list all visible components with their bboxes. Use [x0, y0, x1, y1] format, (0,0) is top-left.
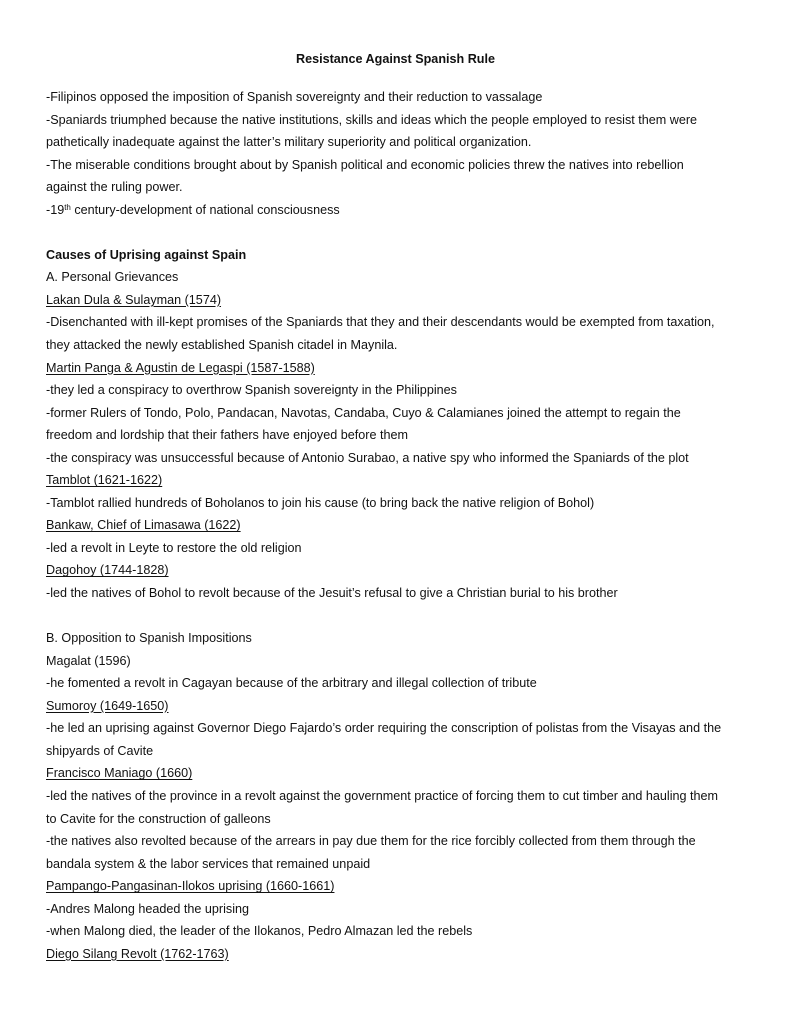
- entry-title-text: Martin Panga & Agustin de Legaspi (1587-1588): [46, 360, 315, 375]
- entry-title-martin-panga: [46, 357, 756, 380]
- entry-title-text: Dagohoy (1744-1828): [46, 563, 169, 578]
- century-superscript: th: [64, 202, 71, 212]
- spacer: [46, 221, 756, 244]
- entry-detail: -Andres Malong headed the uprising: [46, 901, 250, 916]
- section-heading-causes: Causes of Uprising against Spain: [46, 247, 247, 262]
- entry-title-maniago: [46, 762, 756, 785]
- entry-detail-continued: bandala system & the labor services that remained unpaid: [46, 856, 371, 871]
- entry-detail: -he fomented a revolt in Cagayan because of the arbitrary and illegal collection of tribute: [46, 676, 537, 691]
- entry-detail: -former Rulers of Tondo, Polo, Pandacan, Navotas, Candaba, Cuyo & Calamianes joined the attempt to regain the: [46, 405, 681, 420]
- entry-title-text: Tamblot (1621-1622): [46, 473, 163, 488]
- intro-paragraph-continued: pathetically inadequate against the latter’s military superiority and political organization.: [46, 135, 532, 150]
- entry-detail: -the natives also revolted because of the arrears in pay due them for the rice forcibly collected from them through the: [46, 834, 696, 849]
- entry-detail: -they led a conspiracy to overthrow Spanish sovereignty in the Philippines: [46, 383, 457, 398]
- entry-detail: -Tamblot rallied hundreds of Boholanos to join his cause (to bring back the native religion of Bohol): [46, 495, 595, 510]
- entry-detail: -led the natives of the province in a revolt against the government practice of forcing them to cut timber and hauling them: [46, 788, 719, 803]
- entry-detail: -he led an uprising against Governor Diego Fajardo’s order requiring the conscription of polistas from the Visayas and the: [46, 721, 722, 736]
- entry-title-dagohoy: [46, 559, 756, 582]
- entry-title-diego-silang: [46, 943, 756, 966]
- intro-paragraph: -Filipinos opposed the imposition of Spanish sovereignty and their reduction to vassalage: [46, 90, 543, 104]
- subsection-heading-personal-grievances: A. Personal Grievances: [46, 270, 179, 285]
- entry-detail: -led the natives of Bohol to revolt because of the Jesuit’s refusal to give a Christian burial to his brother: [46, 586, 618, 601]
- intro-paragraph: -Spaniards triumphed because the native institutions, skills and ideas which the people employed to resist them were: [46, 112, 698, 127]
- entry-detail: -Disenchanted with ill-kept promises of the Spaniards that they and their descendants would be exempted from taxation,: [46, 315, 715, 330]
- entry-title-text: Bankaw, Chief of Limasawa (1622): [46, 518, 241, 533]
- entry-detail: -the conspiracy was unsuccessful because of Antonio Surabao, a native spy who informed the Spaniards of the plot: [46, 450, 689, 465]
- document-title: Resistance Against Spanish Rule: [296, 52, 495, 66]
- spacer: [46, 605, 756, 628]
- entry-title-sumoroy: [46, 695, 756, 718]
- document-body: [46, 86, 756, 965]
- entry-title-text: Pampango-Pangasinan-Ilokos uprising (1660-1661): [46, 879, 335, 894]
- entry-detail-continued: shipyards of Cavite: [46, 743, 154, 758]
- century-text: century-development of national consciousness: [70, 202, 340, 217]
- entry-title-magalat: Magalat (1596): [46, 653, 131, 668]
- intro-paragraph: [46, 199, 756, 222]
- entry-detail-continued: freedom and lordship that their fathers have enjoyed before them: [46, 428, 408, 443]
- entry-title-text: Diego Silang Revolt (1762-1763): [46, 946, 229, 961]
- entry-detail: -when Malong died, the leader of the Ilokanos, Pedro Almazan led the rebels: [46, 924, 473, 939]
- entry-title-lakan-dula: [46, 289, 756, 312]
- entry-detail-continued: to Cavite for the construction of galleons: [46, 811, 271, 826]
- entry-title-text: Sumoroy (1649-1650): [46, 698, 169, 713]
- entry-title-text: Francisco Maniago (1660): [46, 766, 193, 781]
- intro-paragraph-continued: against the ruling power.: [46, 180, 183, 195]
- entry-title-pampango-uprising: [46, 875, 756, 898]
- entry-title-bankaw: [46, 514, 756, 537]
- intro-paragraph: -The miserable conditions brought about by Spanish political and economic policies threw the natives into rebellion: [46, 157, 684, 172]
- entry-detail: -led a revolt in Leyte to restore the old religion: [46, 540, 302, 555]
- entry-detail-continued: they attacked the newly established Spanish citadel in Maynila.: [46, 338, 398, 353]
- entry-title-text: Lakan Dula & Sulayman (1574): [46, 292, 222, 307]
- entry-title-tamblot: [46, 469, 756, 492]
- subsection-heading-opposition: B. Opposition to Spanish Impositions: [46, 631, 252, 646]
- century-number: -19: [46, 202, 65, 217]
